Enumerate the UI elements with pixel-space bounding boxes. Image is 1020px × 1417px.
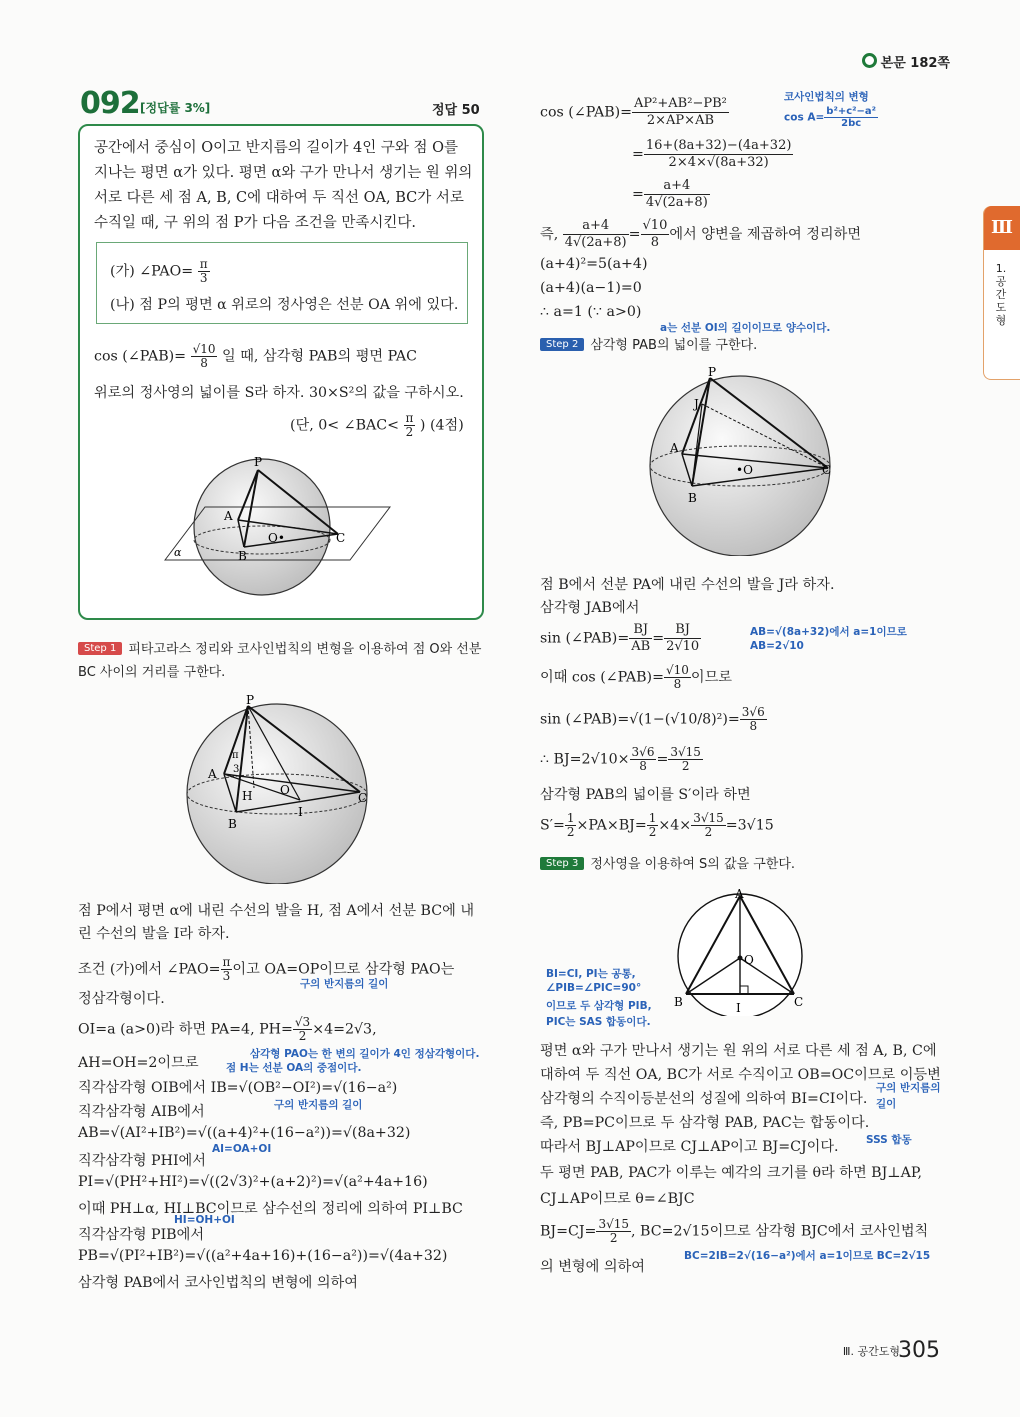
svg-text:O: O [744, 953, 754, 967]
problem-condition: (단, 0< ∠BAC< $\frac{\pi}{2}$ ) (4점) [290, 411, 464, 439]
step1-heading: Step 1 피타고라스 정리와 코사인법칙의 변형을 이용하여 점 O와 선분 [78, 638, 481, 657]
fig1-label-c: C [336, 531, 346, 545]
cos-equation-1: cos (∠PAB)= $\frac{\text{AP²+AB²−PB²}}{2\times AP\times AB}$ [540, 96, 727, 128]
problem-text: 공간에서 중심이 O이고 반지름의 길이가 4인 구와 점 O를 지나는 평면 α가 있다. 평면 α와 구가 만나서 생기는 원 위의 서로 다른 세 점 A, B, C에 대하여 두 직선 OA, BC가 서로 수직일 때, 구 위의 점 P가 다음 조건을 만족시킨다. [94, 140, 473, 231]
svg-text:P: P [708, 366, 717, 379]
svg-text:P: P [246, 694, 255, 707]
answer: 정답 50 [432, 103, 480, 118]
problem-figure [160, 452, 400, 602]
svg-text:3: 3 [233, 764, 240, 775]
svg-text:A: A [670, 441, 679, 455]
footer-chapter: Ⅲ. 공간도형 [842, 1345, 900, 1358]
svg-text:J: J [694, 397, 699, 411]
svg-text:C: C [358, 791, 368, 805]
svg-text:C: C [822, 463, 832, 477]
fig1-label-o: O• [268, 531, 285, 545]
step1-figure [180, 694, 390, 884]
step3-figure [672, 886, 812, 1016]
svg-text:B: B [228, 817, 237, 831]
svg-text:I: I [736, 1001, 741, 1015]
step2-figure [640, 366, 840, 556]
sphere [194, 459, 330, 595]
condition-na: (나) 점 P의 평면 α 위로의 정사영은 선분 OA 위에 있다. [110, 297, 459, 313]
svg-text:O: O [280, 783, 290, 797]
fig1-label-p: P [254, 455, 263, 469]
fig1-label-b: B [238, 549, 247, 563]
problem-question: 위로의 정사영의 넓이를 S라 하자. 30×S²의 값을 구하시오. [94, 385, 464, 401]
step3-badge: Step 3 [540, 857, 584, 870]
correct-rate: [정답률 3%] [140, 101, 211, 115]
page-reference: 본문 182쪽 [862, 52, 950, 71]
condition-ga: (가) ∠PAO= $\frac{\pi}{3}$ [110, 257, 208, 285]
svg-text:B: B [688, 491, 697, 505]
step2-badge: Step 2 [540, 338, 584, 351]
fig1-label-a: A [224, 509, 233, 523]
circle-bullet-icon [862, 53, 877, 68]
svg-text:C: C [794, 995, 804, 1009]
svg-text:B: B [674, 995, 683, 1009]
svg-text:A: A [208, 767, 217, 781]
svg-text:H: H [242, 789, 253, 803]
fig1-label-alpha: α [174, 546, 182, 559]
svg-text:I: I [298, 805, 303, 819]
step1-badge: Step 1 [78, 642, 122, 655]
svg-text:π: π [232, 750, 239, 761]
svg-text:•O: •O [736, 463, 753, 477]
svg-text:A: A [735, 887, 744, 901]
page-number: 305 [898, 1338, 940, 1363]
problem-cos-line: cos (∠PAB)= $\frac{√10}{8}$ 일 때, 삼각형 PAB의 평면 PAC [94, 342, 417, 370]
problem-number: 092 [80, 86, 140, 121]
chapter-tab-roman: Ⅲ [984, 206, 1020, 250]
step1-heading-2: BC 사이의 거리를 구한다. [78, 665, 226, 680]
chapter-tab-label: 1. 공간도형 [995, 262, 1007, 327]
